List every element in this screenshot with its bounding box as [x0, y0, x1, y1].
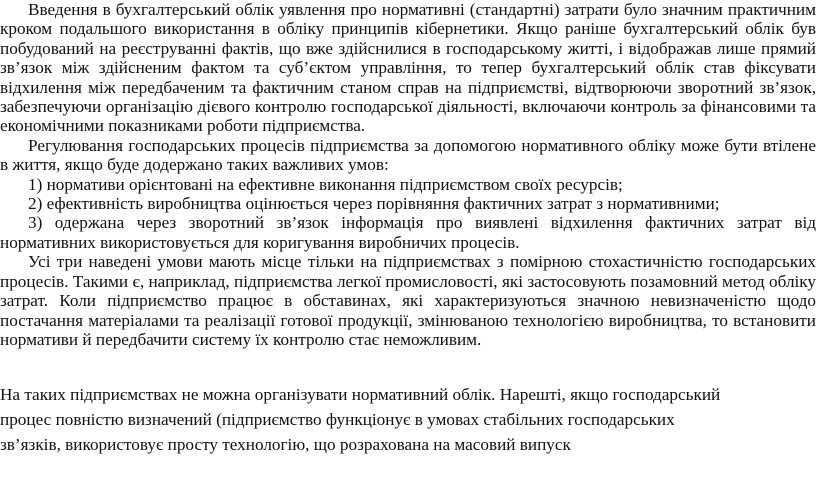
- tail-line-3: зв’язків, використовує просту технологію, що розрахована на масовий випуск: [0, 435, 571, 454]
- list-item-3: 3) одержана через зворотний зв’язок інформація про виявлені відхилення фактичних затрат від нормативних використовується для коригування виробничих процесів.: [0, 213, 816, 252]
- paragraph-intro: Введення в бухгалтерський облік уявлення про нормативні (стандартні) затрати було значним практичним кроком подальшого використання в обліку принципів кібернетики. Якщо раніше бухгалтерський облік був побудований на реєструванні фактів, що вже здійснилися в господарському житті, і відображав лише прямий зв’язок між здійсненим фактом та суб’єктом управління, то тепер бухгалтерський облік став фіксувати відхилення між передбаченим та фактичним станом справ на підприємстві, відтворюючи зворотний зв’язок, забезпечуючи організацію дієвого контролю господарської діяльності, включаючи контроль за фінансовими та економічними показниками роботи підприємства.: [0, 0, 816, 136]
- document-tail: [0, 382, 816, 457]
- list-item-1: 1) нормативи орієнтовані на ефективне виконання підприємством своїх ресурсів;: [28, 174, 623, 194]
- tail-line-1: На таких підприємствах не можна організувати нормативний облік. Нарешті, якщо господарський: [0, 385, 721, 404]
- list-item-2: 2) ефективність виробництва оцінюється через порівняння фактичних затрат з нормативними;: [28, 194, 720, 214]
- paragraph-closing: Усі три наведені умови мають місце тільки на підприємствах з помірною стохастичністю господарських процесів. Такими є, наприклад, підприємства легкої промисловості, які застосовують позамовний метод обліку затрат. Коли підприємство працює в обставинах, які характеризуються значною невизначеністю щодо постачання матеріалами та реалізації готової продукції, змінюваною технологією виробництва, то встановити нормативи й передбачити систему їх контролю стає неможливим.: [0, 252, 816, 349]
- tail-line-2: процес повністю визначений (підприємство функціонує в умовах стабільних господарських: [0, 410, 675, 429]
- paragraph-conditions: Регулювання господарських процесів підприємства за допомогою нормативного обліку може бути втілене в життя, якщо буде додержано таких важливих умов:: [0, 135, 816, 175]
